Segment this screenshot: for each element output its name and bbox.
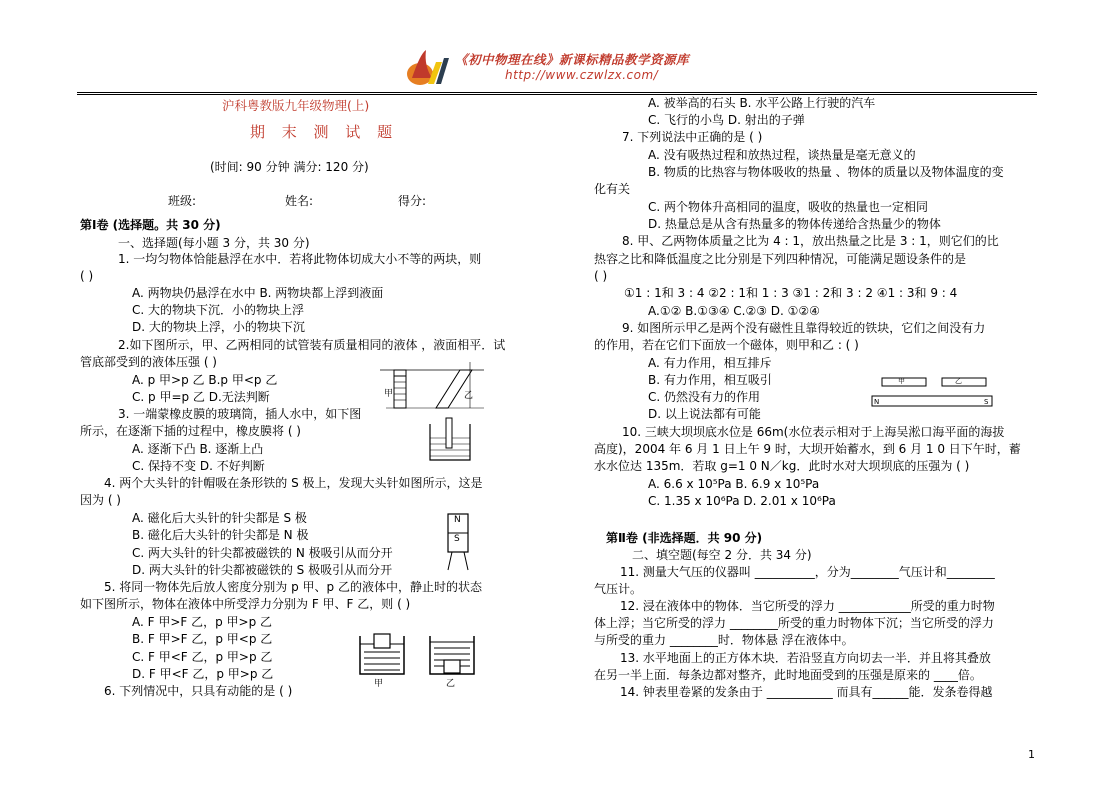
- fill-question: 13. 水平地面上的正方体木块．若沿竖直方向切去一半．并且将其叠放: [620, 651, 991, 665]
- option-text: C. 两大头针的针尖都被磁铁的 N 极吸引从而分开: [132, 546, 393, 560]
- score-field[interactable]: 得分:: [398, 194, 427, 208]
- option-text: D. 两大头针的针尖都被磁铁的 S 极吸引从而分开: [132, 563, 393, 577]
- cylinder-figure: [428, 418, 472, 462]
- option-text: 化有关: [594, 182, 631, 196]
- block-label-yi: 乙: [955, 377, 962, 385]
- option-text: C. 大的物块下沉．小的物块上浮: [132, 303, 305, 317]
- question-text: 8. 甲、乙两物体质量之比为 4 : 1，放出热量之比是 3 : 1，则它们的比: [622, 234, 999, 248]
- option-text: B. 有力作用，相互吸引: [648, 373, 772, 387]
- section-2-heading: 二、填空题(每空 2 分．共 34 分): [632, 548, 812, 562]
- question-text: ( ): [80, 269, 94, 283]
- volume-2-heading: 第Ⅱ卷 (非选择题．共 90 分): [606, 531, 763, 545]
- question-text: 的作用，若在它们下面放一个磁体，则甲和乙 : ( ): [594, 338, 859, 352]
- question-text: 3. 一端蒙橡皮膜的玻璃筒，插人水中，如下图: [118, 407, 362, 421]
- option-text: C. p 甲=p 乙 D.无法判断: [132, 390, 270, 404]
- question-text: 水水位达 135m．若取 g=1 0 N／kg．此时水对大坝坝底的压强为 ( ): [594, 459, 970, 473]
- question-text: 热容之比和降低温度之比分别是下列四种情况，可能满足题设条件的是: [594, 252, 967, 266]
- class-field[interactable]: 班级:: [168, 194, 197, 208]
- volume-1-heading: 第Ⅰ卷 (选择题。共 30 分): [80, 218, 221, 232]
- site-logo: [402, 44, 450, 90]
- option-text: B. F 甲>F 乙，p 甲<p 乙: [132, 632, 273, 646]
- option-text: C. 保持不变 D. 不好判断: [132, 459, 265, 473]
- option-text: D. F 甲<F 乙，p 甲>p 乙: [132, 667, 274, 681]
- name-field[interactable]: 姓名:: [285, 194, 314, 208]
- fill-question: 11. 测量大气压的仪器叫 __________，分为________气压计和________: [620, 565, 995, 579]
- header-rule-2: [77, 94, 1037, 95]
- question-text: ( ): [594, 269, 608, 283]
- fill-question: 14. 钟表里卷紧的发条由于 ___________ 而具有______能．发条卷得越: [620, 685, 993, 699]
- tube-label-yi: 乙: [464, 391, 474, 401]
- option-text: D. 以上说法都有可能: [648, 407, 761, 421]
- option-text: A.①② B.①③④ C.②③ D. ①②④: [648, 304, 820, 318]
- site-url[interactable]: http://www.czwlzx.com/: [505, 68, 659, 82]
- option-text: C. 两个物体升高相同的温度，吸收的热量也一定相同: [648, 200, 929, 214]
- block-label-jia: 甲: [898, 377, 905, 385]
- option-text: A. 逐渐下凸 B. 逐渐上凸: [132, 442, 264, 456]
- option-text: A. 被举高的石头 B. 水平公路上行驶的汽车: [648, 96, 876, 110]
- magnet-label-S-right: S: [984, 398, 989, 406]
- option-text: C. F 甲<F 乙，p 甲>p 乙: [132, 650, 273, 664]
- magnet-label-S: S: [454, 534, 460, 544]
- question-text: 2.如下图所示，甲、乙两相同的试管装有质量相同的液体 ，液面相平．试: [118, 338, 506, 352]
- float-label-jia: 甲: [374, 679, 384, 689]
- fill-question: 体上浮；当它所受的浮力 ________所受的重力时物体下沉；当它所受的浮力: [594, 616, 994, 630]
- question-text: 10. 三峡大坝坝底水位是 66m(水位表示相对于上海吴淞口海平面的海拔: [622, 425, 1005, 439]
- option-text: A. 没有吸热过程和放热过程，谈热量是毫无意义的: [648, 148, 916, 162]
- option-text: A. F 甲>F 乙，p 甲>p 乙: [132, 615, 273, 629]
- exam-title: 期 末 测 试 题: [250, 123, 399, 141]
- float-label-yi: 乙: [446, 679, 456, 689]
- fill-question: 在另一半上面．每条边都对整齐，此时地面受到的压强是原来的 ____倍。: [594, 668, 982, 682]
- option-text: A. 磁化后大头针的针尖都是 S 极: [132, 511, 307, 525]
- page-number: 1: [1028, 748, 1035, 761]
- question-text: 高度)，2004 年 6 月 1 日上午 9 时，大坝开始蓄水，到 6 月 1 0 日下午时，蓄: [594, 442, 1021, 456]
- option-text: B. 磁化后大头针的针尖都是 N 极: [132, 528, 309, 542]
- question-text: 6. 下列情况中，只具有动能的是 ( ): [104, 684, 293, 698]
- magnet-label-N-right: N: [874, 398, 880, 406]
- exam-meta: (时间: 90 分钟 满分: 120 分): [210, 160, 369, 174]
- magnet-label-N: N: [454, 515, 461, 525]
- question-text: 5. 将同一物体先后放人密度分别为 p 甲、p 乙的液体中，静止时的状态: [104, 580, 482, 594]
- question-text: 4. 两个大头针的针帽吸在条形铁的 S 极上，发现大头针如图所示，这是: [104, 476, 483, 490]
- fill-question: 气压计。: [594, 582, 643, 596]
- header-rule: [77, 92, 1037, 93]
- choice-text: ①1 : 1和 3 : 4 ②2 : 1和 1 : 3 ③1 : 2和 3 : 2 ④1 : 3和 9 : 4: [624, 286, 958, 300]
- site-title: 《初中物理在线》新课标精品教学资源库: [455, 52, 690, 67]
- option-text: C. 1.35 x 10⁶Pa D. 2.01 x 10⁶Pa: [648, 494, 836, 508]
- question-text: 9. 如图所示甲乙是两个没有磁性且靠得较近的铁块，它们之间没有力: [622, 321, 986, 335]
- option-text: D. 大的物块上浮，小的物块下沉: [132, 320, 305, 334]
- question-text: 管底部受到的液体压强 ( ): [80, 355, 217, 369]
- question-text: 如下图所示，物体在液体中所受浮力分别为 F 甲、F 乙，则 ( ): [80, 597, 411, 611]
- fill-question: 与所受的重力 ________时．物体悬 浮在液体中。: [594, 633, 854, 647]
- option-text: C. 飞行的小鸟 D. 射出的子弹: [648, 113, 805, 127]
- floating-objects-figure: [358, 630, 478, 676]
- option-text: A. 6.6 x 10⁵Pa B. 6.9 x 10⁵Pa: [648, 477, 820, 491]
- option-text: B. 物质的比热容与物体吸收的热量 、物体的质量以及物体温度的变: [648, 165, 1004, 179]
- question-text: 所示，在逐渐下插的过程中，橡皮膜将 ( ): [80, 424, 301, 438]
- question-text: 1. 一均匀物体恰能悬浮在水中．若将此物体切成大小不等的两块，则: [118, 252, 482, 266]
- fill-question: 12. 浸在液体中的物体．当它所受的浮力 ____________所受的重力时物: [620, 599, 995, 613]
- question-text: 7. 下列说法中正确的是 ( ): [622, 130, 763, 144]
- section-1-heading: 一、选择题(每小题 3 分，共 30 分): [118, 236, 310, 250]
- option-text: A. 两物块仍悬浮在水中 B. 两物块都上浮到液面: [132, 286, 384, 300]
- option-text: A. 有力作用，相互排斥: [648, 356, 772, 370]
- option-text: A. p 甲>p 乙 B.p 甲<p 乙: [132, 373, 278, 387]
- iron-blocks-figure: [870, 374, 996, 410]
- question-text: 因为 ( ): [80, 493, 121, 507]
- exam-subtitle: 沪科粤教版九年级物理(上): [222, 98, 370, 113]
- option-text: D. 热量总是从含有热量多的物体传递给含热量少的物体: [648, 217, 941, 231]
- tube-label-jia: 甲: [384, 389, 394, 399]
- option-text: C. 仍然没有力的作用: [648, 390, 761, 404]
